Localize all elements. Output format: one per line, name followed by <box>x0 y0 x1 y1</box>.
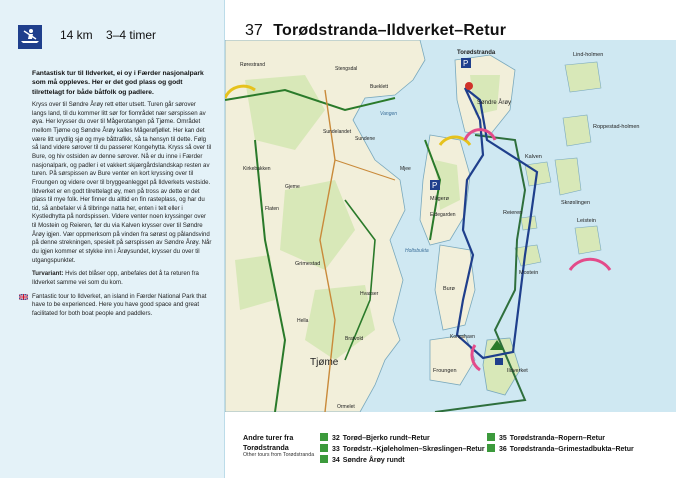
map-label: Reieren <box>503 210 523 216</box>
svg-text:P: P <box>463 59 469 68</box>
map-label: Flaten <box>265 206 279 212</box>
kayak-route-icon <box>487 433 495 441</box>
other-route-item[interactable]: 33 Torødstr.–Kjøleholmen–Skrøslingen–Retur <box>320 444 485 453</box>
map-label: Hella <box>297 318 309 324</box>
kayak-icon <box>18 25 42 49</box>
map-label: Søndre Årøy <box>477 100 512 106</box>
map-label: Bratvold <box>345 336 364 342</box>
start-point-icon <box>465 82 473 90</box>
variant-label: Turvariant: <box>32 270 64 278</box>
variant-text: Hvis det blåser opp, anbefales det å ta returen fra Ildverket samme vei som du kom. <box>32 270 199 286</box>
intro-paragraph: Fantastisk tur til Ildverket, ei oy i Færder nasjonalpark som må oppleves. Her er det god plass og godt tilrettelagt for både båtfolk og padlere. <box>32 70 204 96</box>
other-route-item[interactable]: 35 Torødstranda–Ropern–Retur <box>487 433 605 442</box>
map-label: Lind-holmen <box>573 52 604 58</box>
map-label: Tjøme <box>310 357 339 368</box>
other-tours-panel <box>225 412 676 478</box>
other-tours-subheading: Other tours from Torødstranda <box>243 452 315 458</box>
map-label: Mostein <box>519 270 539 276</box>
map-label: Mjee <box>400 166 411 172</box>
map-label: Vangen <box>380 111 398 117</box>
kayak-route-icon <box>320 433 328 441</box>
route-number: 37 <box>245 22 263 39</box>
map-label: Burø <box>443 286 455 292</box>
route-map[interactable] <box>225 40 676 412</box>
leistein-land <box>575 226 601 254</box>
english-text: Fantastic tour to Ildverket, an island in Færder National Park that have to be experienced. Here you have good space and great facilitated for both boat people and paddlers. <box>32 292 207 317</box>
hut-icon <box>495 358 503 365</box>
duration: 3–4 timer <box>106 28 157 42</box>
lindholmen-land <box>565 62 601 92</box>
map-label: Sundelandet <box>323 129 352 135</box>
other-route-item[interactable]: 34 Søndre Årøy rundt <box>320 455 405 464</box>
body-paragraph: Kryss over til Søndre Årøy rett etter utsett. Turen går sørover langs land, til du kommer litt sør for fiområdet nær sørspissen av øya. Her krysser du over til Mågerotangen på Tjøme. Området mellom Tjøme og Søndre Årøy kalles Mågerøfjøllet. Her kan det være litt urydlig sjø og mye båttrafikk, så ta hensyn til dette. Følg så land videre sørover til du passerer Kongehytta. Kryss så over til Bure, og hiv ostsiden av denne sørover. Nå er du inne i Færder nasjonalpark, og padler i et vakkert skjærgårdslandskap resten av turen. På sørspissen av Bure venter en kort kryssing over til Froungen og videre over til bryggeanlegget på Ildverkets vestside. Ildverket er en godt tilrettelagt øy, men på tross av dette er det plass til mye folk. Her finner du alltid en fin rasteplass, og har du tid, så anbefaler vi å tilbringe natta her, enten i telt eller i Kystledhytta på nordspissen. Videre venter noen kryssinger over til Mostein og Reieren, før du via Kalven krysser over til Søndre Årøy igjen. Vær oppmerksom på vinden fra sørøst og pålandsvind på denne strekningen, spesielt på sørspissen av Søndre Årøy. Når du igjen kommer et stykke inn i Årøysundet, krysser du over til utgangspunktet. <box>32 101 212 264</box>
roppestad-land <box>563 115 591 146</box>
other-tours-heading: Andre turer fra Torødstranda <box>243 433 294 452</box>
route-description <box>32 69 212 324</box>
route-name: Torødstranda–Ildverket–Retur <box>273 22 507 39</box>
kayak-route-icon <box>487 444 495 452</box>
map-label: Gjeme <box>285 184 300 190</box>
page-title <box>245 22 506 40</box>
variant-paragraph <box>32 270 212 287</box>
kayak-route-icon <box>320 444 328 452</box>
map-label: Kirkebakken <box>243 166 271 172</box>
map-label: Stengsdal <box>335 66 358 72</box>
map-label: Ildverket <box>507 368 528 374</box>
map-canvas[interactable] <box>225 40 676 412</box>
english-paragraph <box>32 293 212 319</box>
map-label: Sundene <box>355 136 376 142</box>
map-label: Froungen <box>433 368 457 374</box>
other-route-item[interactable]: 36 Torødstranda–Grimestadbukta–Retur <box>487 444 634 453</box>
map-label: Eldegarden <box>430 212 456 218</box>
map-label: Roppestad-holmen <box>593 124 640 130</box>
svg-text:P: P <box>432 181 438 190</box>
map-label: Torødstranda <box>457 50 496 56</box>
map-label: Leistein <box>577 218 596 224</box>
map-label: Bueklett <box>370 84 389 90</box>
uk-flag-icon <box>19 294 28 300</box>
kayak-route-icon <box>320 455 328 463</box>
map-label: Hvasser <box>360 291 379 297</box>
map-label: Mågerø <box>430 196 449 202</box>
map-label: Kongshavn <box>450 334 476 340</box>
map-label: Ormelet <box>337 404 355 410</box>
map-label: Grimestad <box>295 261 321 267</box>
map-label: Skrøslingen <box>561 200 591 206</box>
map-label: Holtsbukta <box>405 248 429 254</box>
map-label: Rørestrand <box>240 62 266 68</box>
map-label: Kalven <box>525 154 542 160</box>
distance: 14 km <box>60 28 93 42</box>
other-route-item[interactable]: 32 Torød–Bjerko rundt–Retur <box>320 433 430 442</box>
route-stats <box>60 28 166 42</box>
